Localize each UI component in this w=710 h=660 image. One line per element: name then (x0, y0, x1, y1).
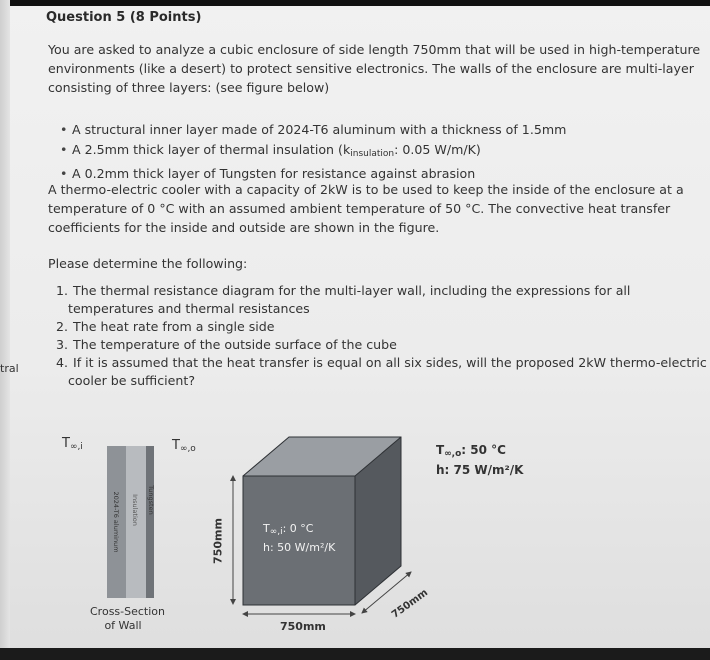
width-label: 750mm (280, 620, 326, 633)
cooler-line: coefficients for the inside and outside are shown in the figure. (48, 220, 440, 235)
cooler-line: temperature of 0 °C with an assumed ambient temperature of 50 °C. The convective heat transfer (48, 201, 671, 216)
prompt-text: Please determine the following: (48, 256, 248, 271)
layer-item: • A 0.2mm thick layer of Tungsten for resistance against abrasion (60, 164, 566, 184)
task-item: 3. The temperature of the outside surface of the cube (56, 337, 397, 352)
intro-line: You are asked to analyze a cubic enclosure of side length 750mm that will be used in high-temperature (48, 42, 701, 57)
tungsten-layer (146, 446, 154, 598)
bullet-icon: • (60, 166, 68, 181)
task-item-continued: temperatures and thermal resistances (68, 301, 310, 316)
question-title: Question 5 (8 Points) (46, 10, 202, 25)
cross-section-caption: Cross-Section of Wall (90, 605, 165, 632)
layer-item: • A structural inner layer made of 2024-T6 aluminum with a thickness of 1.5mm (60, 120, 566, 140)
task-item-continued: cooler be sufficient? (68, 373, 196, 388)
aluminum-layer-label: 2024-T6 aluminum (112, 491, 120, 553)
height-label: 750mm (211, 518, 225, 564)
cooler-line: A thermo-electric cooler with a capacity of 2kW is to be used to keep the inside of the enclosure at a (48, 182, 684, 197)
side-note: tral (0, 362, 19, 375)
tungsten-layer-label: Tungsten (147, 485, 155, 515)
depth-label: 750mm (389, 587, 431, 621)
t-inf-inside-label: $T_{\infty,i}$ (62, 436, 83, 452)
layer-item: • A 2.5mm thick layer of thermal insulation ($k_{insulation}$: 0.05 W/m/K) (60, 142, 481, 159)
outside-conditions-label: $T_{\infty,o}$: 50 °C h: 75 W/m²/K (436, 443, 524, 477)
bullet-icon: • (60, 142, 68, 157)
inside-conditions-label: $T_{\infty,i}$: 0 °C h: 50 W/m²/K (263, 522, 336, 554)
task-item: 1. The thermal resistance diagram for the multi-layer wall, including the expressions for all (56, 283, 631, 298)
task-item: 4. If it is assumed that the heat transfer is equal on all six sides, will the proposed 2kW thermo-electric (56, 355, 707, 370)
intro-line: consisting of three layers: (see figure below) (48, 80, 330, 95)
insulation-layer-label: Insulation (131, 494, 139, 526)
t-inf-outside-label: $T_{\infty,o}$ (172, 438, 196, 454)
task-item: 2. The heat rate from a single side (56, 319, 275, 334)
bullet-icon: • (60, 122, 68, 137)
intro-line: environments (like a desert) to protect sensitive electronics. The walls of the enclosure are multi-layer (48, 61, 694, 76)
